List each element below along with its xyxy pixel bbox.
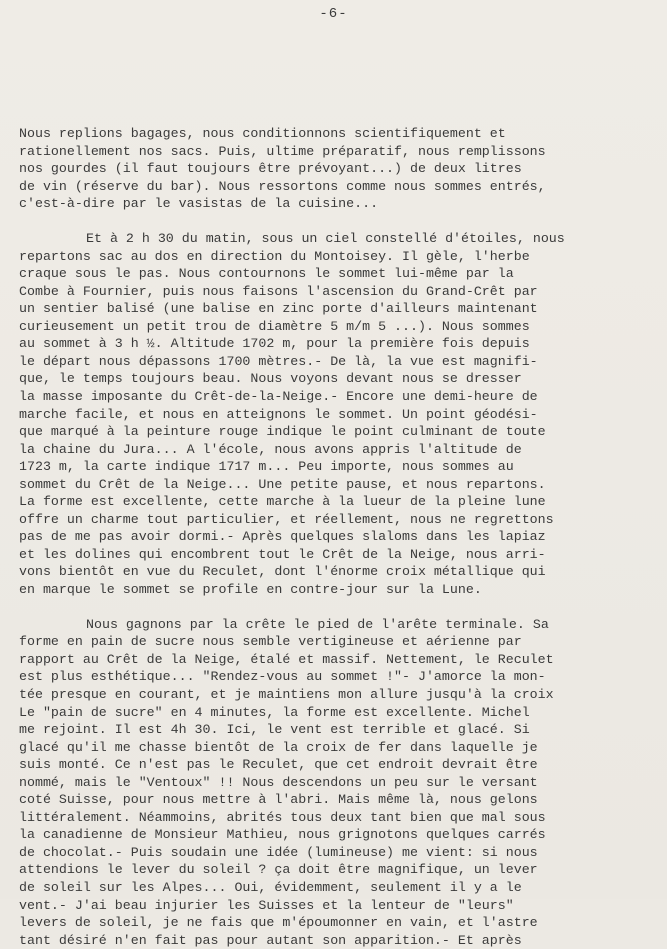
text-line: 1723 m, la carte indique 1717 m... Peu importe, nous sommes au — [19, 459, 514, 475]
text-line: me rejoint. Il est 4h 30. Ici, le vent est terrible et glacé. Si — [19, 722, 530, 738]
text-line: Le "pain de sucre" en 4 minutes, la forme est excellente. Michel — [19, 704, 530, 720]
text-line: littéralement. Néammoins, abrités tous deux tant bien que mal sous — [19, 809, 546, 825]
text-line: nos gourdes (il faut toujours être prévoyant...) de deux litres — [19, 161, 522, 177]
text-line: et les dolines qui encombrent tout le Crêt de la Neige, nous arri- — [19, 546, 546, 562]
text-line: offre un charme tout particulier, et réellement, nous ne regrettons — [19, 511, 554, 527]
text-line: repartons sac au dos en direction du Montoisey. Il gèle, l'herbe — [19, 248, 530, 264]
text-line: attendions le lever du soleil ? ça doit être magnifique, un lever — [19, 862, 538, 878]
text-line: de vin (réserve du bar). Nous ressortons comme nous sommes entrés, — [19, 178, 546, 194]
text-line: Nous replions bagages, nous conditionnons scientifiquement et — [19, 126, 506, 141]
text-line: La forme est excellente, cette marche à la lueur de la pleine lune — [19, 494, 546, 510]
text-line: Nous gagnons par la crête le pied de l'arête terminale. Sa — [86, 616, 549, 632]
text-line: suis monté. Ce n'est pas le Reculet, que cet endroit devrait être — [19, 757, 538, 773]
page-number: -6- — [319, 6, 348, 22]
text-line: forme en pain de sucre nous semble vertigineuse et aérienne par — [19, 634, 522, 650]
text-line: le départ nous dépassons 1700 mètres.- De là, la vue est magnifi- — [19, 353, 538, 369]
text-line: est plus esthétique... "Rendez-vous au sommet !"- J'amorce la mon- — [19, 669, 546, 685]
text-line: au sommet à 3 h ½. Altitude 1702 m, pour la première fois depuis — [19, 336, 530, 352]
text-line: de soleil sur les Alpes... Oui, évidemment, seulement il y a le — [19, 880, 522, 896]
text-line: la canadienne de Monsieur Mathieu, nous grignotons quelques carrés — [19, 827, 546, 843]
text-line: rationellement nos sacs. Puis, ultime préparatif, nous remplissons — [19, 143, 546, 159]
text-line: Et à 2 h 30 du matin, sous un ciel constellé d'étoiles, nous — [86, 231, 565, 247]
text-line: la masse imposante du Crêt-de-la-Neige.- Encore une demi-heure de — [19, 388, 538, 404]
text-line: levers de soleil, je ne fais que m'époumonner en vain, et l'astre — [19, 915, 538, 931]
text-line: pas de me pas avoir dormi.- Après quelques slaloms dans les lapiaz — [19, 529, 546, 545]
text-line: la chaine du Jura... A l'école, nous avons appris l'altitude de — [19, 441, 522, 457]
page-body — [19, 125, 659, 949]
text-line: en marque le sommet se profile en contre-jour sur la Lune. — [19, 581, 482, 597]
paragraph — [19, 616, 659, 949]
text-line: craque sous le pas. Nous contournons le sommet lui-même par la — [19, 266, 514, 282]
text-line: sommet du Crêt de la Neige... Une petite pause, et nous repartons. — [19, 476, 546, 492]
text-line: Combe à Fournier, puis nous faisons l'ascension du Grand-Crêt par — [19, 283, 538, 299]
text-line: rapport au Crêt de la Neige, étalé et massif. Nettement, le Reculet — [19, 651, 554, 667]
text-line: c'est-à-dire par le vasistas de la cuisine... — [19, 196, 379, 212]
text-line: que marqué à la peinture rouge indique le point culminant de toute — [19, 424, 546, 440]
text-line: vons bientôt en vue du Reculet, dont l'énorme croix métallique qui — [19, 564, 546, 580]
text-line: tée presque en courant, et je maintiens mon allure jusqu'à la croix — [19, 687, 554, 702]
text-line: un sentier balisé (une balise en zinc porte d'ailleurs maintenant — [19, 301, 538, 317]
text-line: de chocolat.- Puis soudain une idée (lumineuse) me vient: si nous — [19, 844, 538, 860]
text-line: vent.- J'ai beau injurier les Suisses et la lenteur de "leurs" — [19, 897, 514, 913]
text-line: curieusement un petit trou de diamètre 5 m/m 5 ...). Nous sommes — [19, 318, 530, 334]
text-line: marche facile, et nous en atteignons le sommet. Un point géodési- — [19, 406, 538, 422]
text-line: que, le temps toujours beau. Nous voyons devant nous se dresser — [19, 371, 522, 387]
paragraph — [19, 125, 659, 213]
text-line: tant désiré n'en fait pas pour autant son apparition.- Et après — [19, 932, 522, 948]
text-line: coté Suisse, pour nous mettre à l'abri. Mais même là, nous gelons — [19, 792, 538, 808]
text-line: nommé, mais le "Ventoux" !! Nous descendons un peu sur le versant — [19, 774, 538, 790]
paragraph — [19, 230, 659, 598]
text-line: glacé qu'il me chasse bientôt de la croix de fer dans laquelle je — [19, 739, 538, 755]
